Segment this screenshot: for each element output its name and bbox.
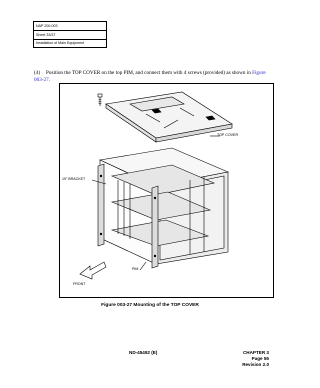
- label-pim: PIM: [132, 267, 139, 271]
- top-cover-plate: [106, 92, 232, 142]
- screw-icon: [98, 94, 102, 106]
- cabinet-illustration: [60, 84, 275, 299]
- label-front: FRONT: [73, 282, 86, 286]
- step-text: Position the TOP COVER on the top PIM, and connect them with 4 screws (provided) as shown in: [46, 70, 253, 76]
- figure-link[interactable]: Figure 003-27: [34, 70, 266, 83]
- label-top-cover: TOP COVER: [217, 133, 239, 137]
- footer-page: Page 55: [251, 356, 269, 361]
- step-tail: .: [48, 77, 50, 83]
- doc-id: NAP 200-003: [34, 22, 107, 31]
- figure-caption: Figure 003-27 Mounting of the TOP COVER: [101, 303, 199, 308]
- footer-chapter: CHAPTER 3: [242, 350, 269, 355]
- document-header-table: [33, 21, 107, 48]
- sheet-number: Sheet 33/37: [34, 30, 107, 39]
- pim-cabinet: [98, 148, 228, 268]
- footer-revision: Revision 2.0: [242, 362, 269, 367]
- step-number: (4): [34, 70, 41, 76]
- pim-leader: [140, 262, 146, 270]
- front-arrow-icon: [80, 262, 106, 279]
- figure-frame: [59, 83, 274, 298]
- footer-doc-number: ND-45492 (E): [129, 350, 158, 355]
- footer-page-info: [242, 350, 269, 368]
- section-title: Installation of Main Equipment: [34, 39, 107, 48]
- label-bracket: 19" BRACKET: [62, 177, 86, 181]
- instruction-step: [34, 70, 274, 84]
